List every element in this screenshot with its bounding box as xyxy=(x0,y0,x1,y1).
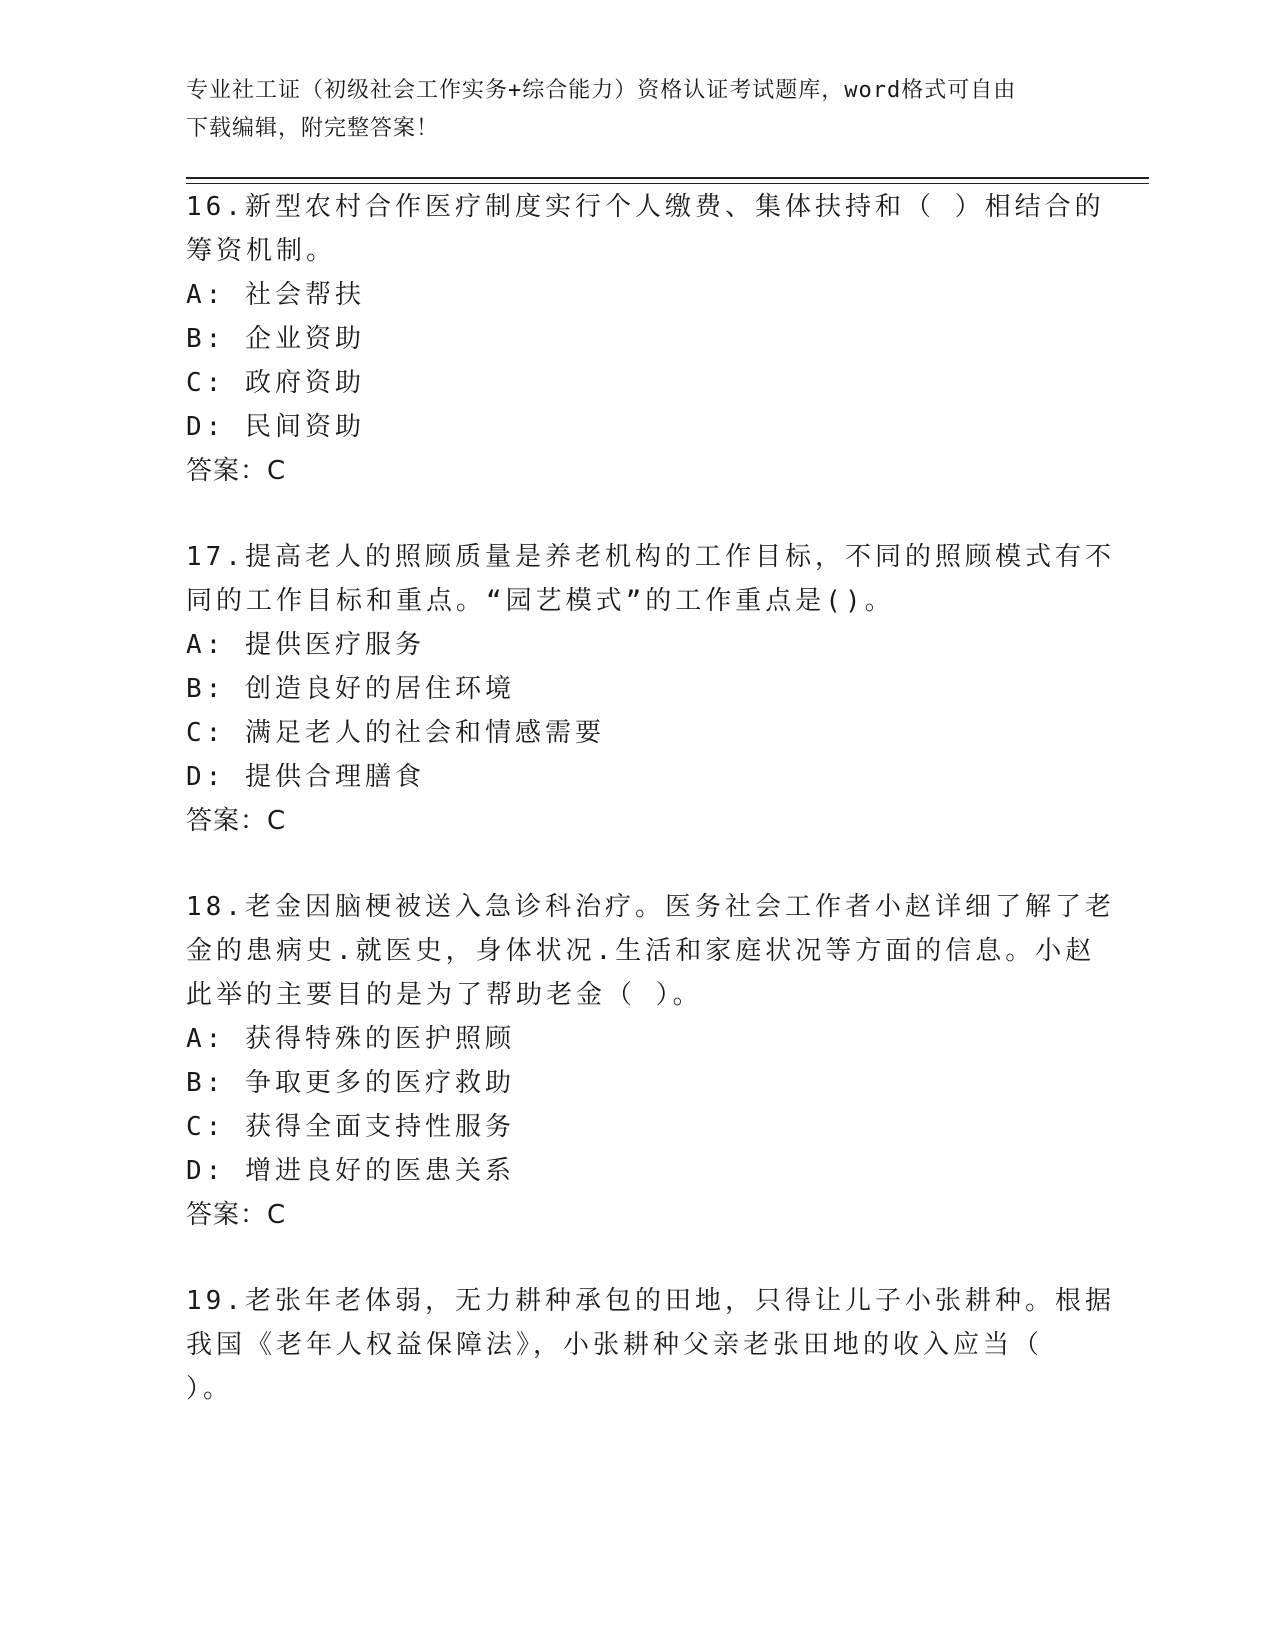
question-17-option-d: D: 提供合理膳食 xyxy=(186,762,425,792)
question-16-answer: 答案：C xyxy=(186,456,287,486)
question-19-stem-line-3: ）。 xyxy=(186,1374,234,1404)
question-16-option-c: C: 政府资助 xyxy=(186,368,365,398)
question-16-option-b: B: 企业资助 xyxy=(186,324,365,354)
question-19-stem-line-1: 19.老张年老体弱，无力耕种承包的田地，只得让儿子小张耕种。根据 xyxy=(186,1286,1115,1316)
question-18-stem-line-2: 金的患病史.就医史，身体状况.生活和家庭状况等方面的信息。小赵 xyxy=(186,936,1096,966)
question-17-option-b: B: 创造良好的居住环境 xyxy=(186,674,515,704)
question-18-option-b: B: 争取更多的医疗救助 xyxy=(186,1068,515,1098)
question-17-answer: 答案：C xyxy=(186,806,287,836)
question-17-option-c: C: 满足老人的社会和情感需要 xyxy=(186,718,605,748)
header-divider-thick xyxy=(186,177,1149,179)
question-16-option-d: D: 民间资助 xyxy=(186,412,365,442)
header-line-2: 下载编辑，附完整答案！ xyxy=(186,116,440,141)
question-18-stem-line-1: 18.老金因脑梗被送入急诊科治疗。医务社会工作者小赵详细了解了老 xyxy=(186,892,1115,922)
header-divider-thin xyxy=(186,183,1149,184)
question-18-option-a: A: 获得特殊的医护照顾 xyxy=(186,1024,515,1054)
question-18-answer: 答案：C xyxy=(186,1200,287,1230)
question-17-stem-line-1: 17.提高老人的照顾质量是养老机构的工作目标，不同的照顾模式有不 xyxy=(186,542,1115,572)
question-19-stem-line-2: 我国《老年人权益保障法》，小张耕种父亲老张田地的收入应当（ xyxy=(186,1330,1044,1360)
question-16-stem-line-2: 筹资机制。 xyxy=(186,236,337,266)
question-16-stem-line-1: 16.新型农村合作医疗制度实行个人缴费、集体扶持和（ ）相结合的 xyxy=(186,192,1105,222)
question-18-option-c: C: 获得全面支持性服务 xyxy=(186,1112,515,1142)
question-16-option-a: A: 社会帮扶 xyxy=(186,280,365,310)
question-17-option-a: A: 提供医疗服务 xyxy=(186,630,425,660)
document-header xyxy=(186,72,1086,148)
question-17-stem-line-2: 同的工作目标和重点。“园艺模式”的工作重点是()。 xyxy=(186,586,895,616)
question-18-stem-line-3: 此举的主要目的是为了帮助老金（ ）。 xyxy=(186,980,703,1010)
question-18-option-d: D: 增进良好的医患关系 xyxy=(186,1156,515,1186)
header-line-1: 专业社工证（初级社会工作实务+综合能力）资格认证考试题库，word格式可自由 xyxy=(186,78,1017,103)
